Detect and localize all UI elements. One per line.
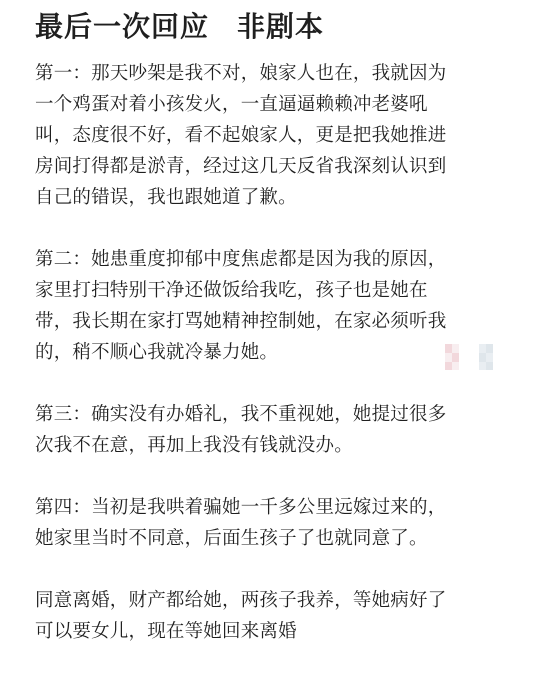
- post-title: [35, 8, 527, 46]
- text-line: 带，我长期在家打骂她精神控制她，在家必须听我: [35, 311, 447, 332]
- paragraph-fourth: [35, 492, 527, 554]
- title-main: 最后一次回应: [35, 10, 210, 43]
- paragraph-first: [35, 58, 527, 213]
- mosaic-block: [445, 344, 459, 370]
- text-line: 可以要女儿，现在等她回来离婚: [35, 621, 297, 642]
- text-line: 自己的错误，我也跟她道了歉。: [35, 187, 297, 208]
- title-sub: 非剧本: [237, 10, 325, 43]
- text-line: 第二：她患重度抑郁中度焦虑都是因为我的原因，: [35, 249, 447, 270]
- text-line: 同意离婚，财产都给她，两孩子我养，等她病好了: [35, 590, 447, 611]
- text-line: 的，稍不顺心我就冷暴力她。: [35, 342, 279, 363]
- blur-mosaic: [445, 344, 493, 370]
- text-line: 房间打得都是淤青，经过这几天反省我深刻认识到: [35, 156, 447, 177]
- text-line: 第四：当初是我哄着骗她一千多公里远嫁过来的，: [35, 497, 447, 518]
- text-line: 一个鸡蛋对着小孩发火，一直逼逼赖赖冲老婆吼: [35, 94, 428, 115]
- text-line: 次我不在意，再加上我没有钱就没办。: [35, 435, 353, 456]
- mosaic-block: [479, 344, 493, 370]
- text-line: 她家里当时不同意，后面生孩子了也就同意了。: [35, 528, 428, 549]
- text-line: 第三：确实没有办婚礼，我不重视她，她提过很多: [35, 404, 447, 425]
- text-line: 叫，态度很不好，看不起娘家人，更是把我她推进: [35, 125, 447, 146]
- text-line: 第一：那天吵架是我不对，娘家人也在，我就因为: [35, 63, 447, 84]
- paragraph-third: [35, 399, 527, 461]
- paragraph-conclusion: [35, 585, 527, 647]
- text-line: 家里打扫特别干净还做饭给我吃，孩子也是她在: [35, 280, 428, 301]
